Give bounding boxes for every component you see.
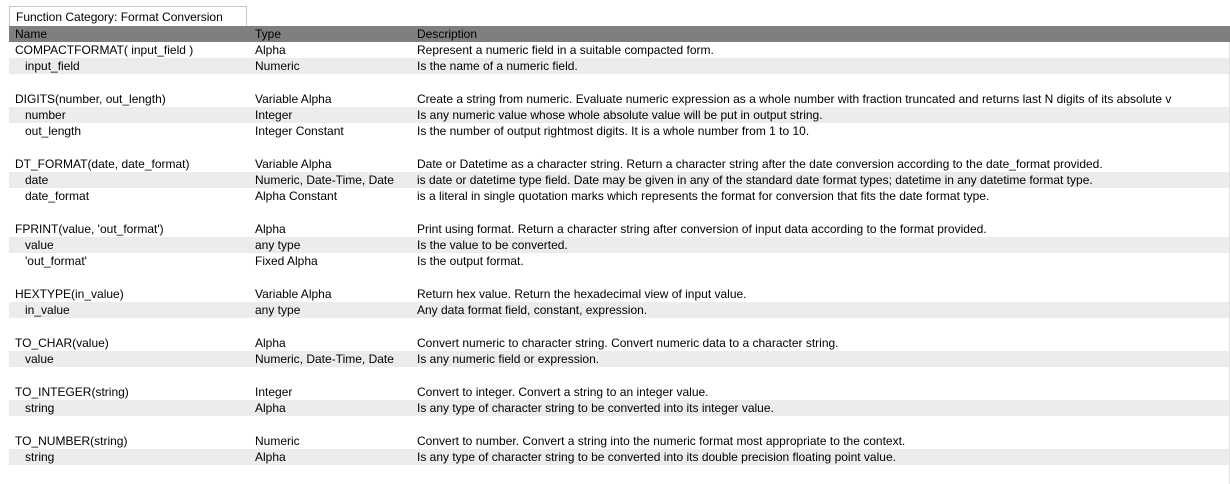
description-cell: Is any type of character string to be converted into its double precision floating point value.	[417, 450, 896, 464]
name-cell: TO_NUMBER(string)	[15, 434, 128, 448]
type-cell: Alpha	[255, 450, 286, 464]
parameter-row	[9, 253, 1230, 269]
name-cell: TO_INTEGER(string)	[15, 385, 129, 399]
type-cell: Numeric, Date-Time, Date	[255, 173, 394, 187]
type-cell: Alpha	[255, 401, 286, 415]
name-cell: FPRINT(value, 'out_format')	[15, 222, 164, 236]
description-cell: Date or Datetime as a character string. Return a character string after the date conversion according to the date_format provided.	[417, 157, 1103, 171]
table-caption: Function Category: Format Conversion	[9, 6, 247, 26]
function-row	[9, 221, 1230, 237]
description-cell: Any data format field, constant, expression.	[417, 303, 648, 317]
name-cell: input_field	[25, 59, 80, 73]
description-cell: Represent a numeric field in a suitable compacted form.	[417, 43, 714, 57]
type-cell: Variable Alpha	[255, 287, 332, 301]
type-cell: any type	[255, 303, 301, 317]
description-cell: Is the number of output rightmost digits. It is a whole number from 1 to 10.	[417, 124, 810, 138]
header-name: Name	[15, 27, 48, 41]
name-cell: number	[25, 108, 66, 122]
parameter-row	[9, 107, 1230, 123]
name-cell: TO_CHAR(value)	[15, 336, 109, 350]
type-cell: Integer	[255, 385, 293, 399]
name-cell: date_format	[25, 189, 90, 203]
function-row	[9, 384, 1230, 400]
type-cell: Numeric	[255, 434, 300, 448]
type-cell: Integer	[255, 108, 293, 122]
type-cell: Integer Constant	[255, 124, 344, 138]
type-cell: Numeric, Date-Time, Date	[255, 352, 394, 366]
description-cell: Is the output format.	[417, 254, 524, 268]
type-cell: Alpha	[255, 222, 286, 236]
type-cell: Variable Alpha	[255, 157, 332, 171]
description-cell: Create a string from numeric. Evaluate numeric expression as a whole number with fraction truncated and returns last N digits of its absolute v	[417, 92, 1172, 106]
header-description: Description	[417, 27, 478, 41]
function-row	[9, 91, 1230, 107]
name-cell: out_length	[25, 124, 82, 138]
function-row	[9, 42, 1230, 58]
type-cell: Alpha Constant	[255, 189, 338, 203]
description-cell: is a literal in single quotation marks which represents the format for conversion that fits the date format type.	[417, 189, 990, 203]
description-cell: Is any numeric field or expression.	[417, 352, 600, 366]
name-cell: 'out_format'	[25, 254, 87, 268]
table-header	[9, 26, 1230, 42]
description-cell: Is any numeric value whose whole absolute value will be put in output string.	[417, 108, 823, 122]
function-row	[9, 335, 1230, 351]
parameter-row	[9, 237, 1230, 253]
name-cell: value	[25, 238, 54, 252]
description-cell: Return hex value. Return the hexadecimal view of input value.	[417, 287, 747, 301]
name-cell: string	[25, 401, 55, 415]
parameter-row	[9, 172, 1230, 188]
description-cell: Is any type of character string to be converted into its integer value.	[417, 401, 774, 415]
description-cell: is date or datetime type field. Date may be given in any of the standard date format types; datetime in any datetime format type.	[417, 173, 1093, 187]
header-type: Type	[255, 27, 282, 41]
type-cell: Alpha	[255, 43, 286, 57]
name-cell: COMPACTFORMAT( input_field )	[15, 43, 194, 57]
parameter-row	[9, 188, 1230, 204]
description-cell: Is the value to be converted.	[417, 238, 568, 252]
name-cell: HEXTYPE(in_value)	[15, 287, 124, 301]
name-cell: DIGITS(number, out_length)	[15, 92, 166, 106]
description-cell: Convert numeric to character string. Convert numeric data to a character string.	[417, 336, 839, 350]
description-cell: Is the name of a numeric field.	[417, 59, 578, 73]
name-cell: value	[25, 352, 54, 366]
parameter-row	[9, 400, 1230, 416]
description-cell: Print using format. Return a character string after conversion of input data according to the format provided.	[417, 222, 987, 236]
type-cell: Fixed Alpha	[255, 254, 318, 268]
type-cell: Variable Alpha	[255, 92, 332, 106]
name-cell: in_value	[25, 303, 70, 317]
type-cell: Numeric	[255, 59, 300, 73]
parameter-row	[9, 123, 1230, 139]
parameter-row	[9, 449, 1230, 465]
parameter-row	[9, 302, 1230, 318]
parameter-row	[9, 58, 1230, 74]
type-cell: any type	[255, 238, 301, 252]
description-cell: Convert to integer. Convert a string to an integer value.	[417, 385, 709, 399]
function-row	[9, 433, 1230, 449]
function-row	[9, 286, 1230, 302]
function-row	[9, 156, 1230, 172]
name-cell: date	[25, 173, 49, 187]
description-cell: Convert to number. Convert a string into the numeric format most appropriate to the context.	[417, 434, 906, 448]
name-cell: DT_FORMAT(date, date_format)	[15, 157, 190, 171]
type-cell: Alpha	[255, 336, 286, 350]
name-cell: string	[25, 450, 55, 464]
parameter-row	[9, 351, 1230, 367]
